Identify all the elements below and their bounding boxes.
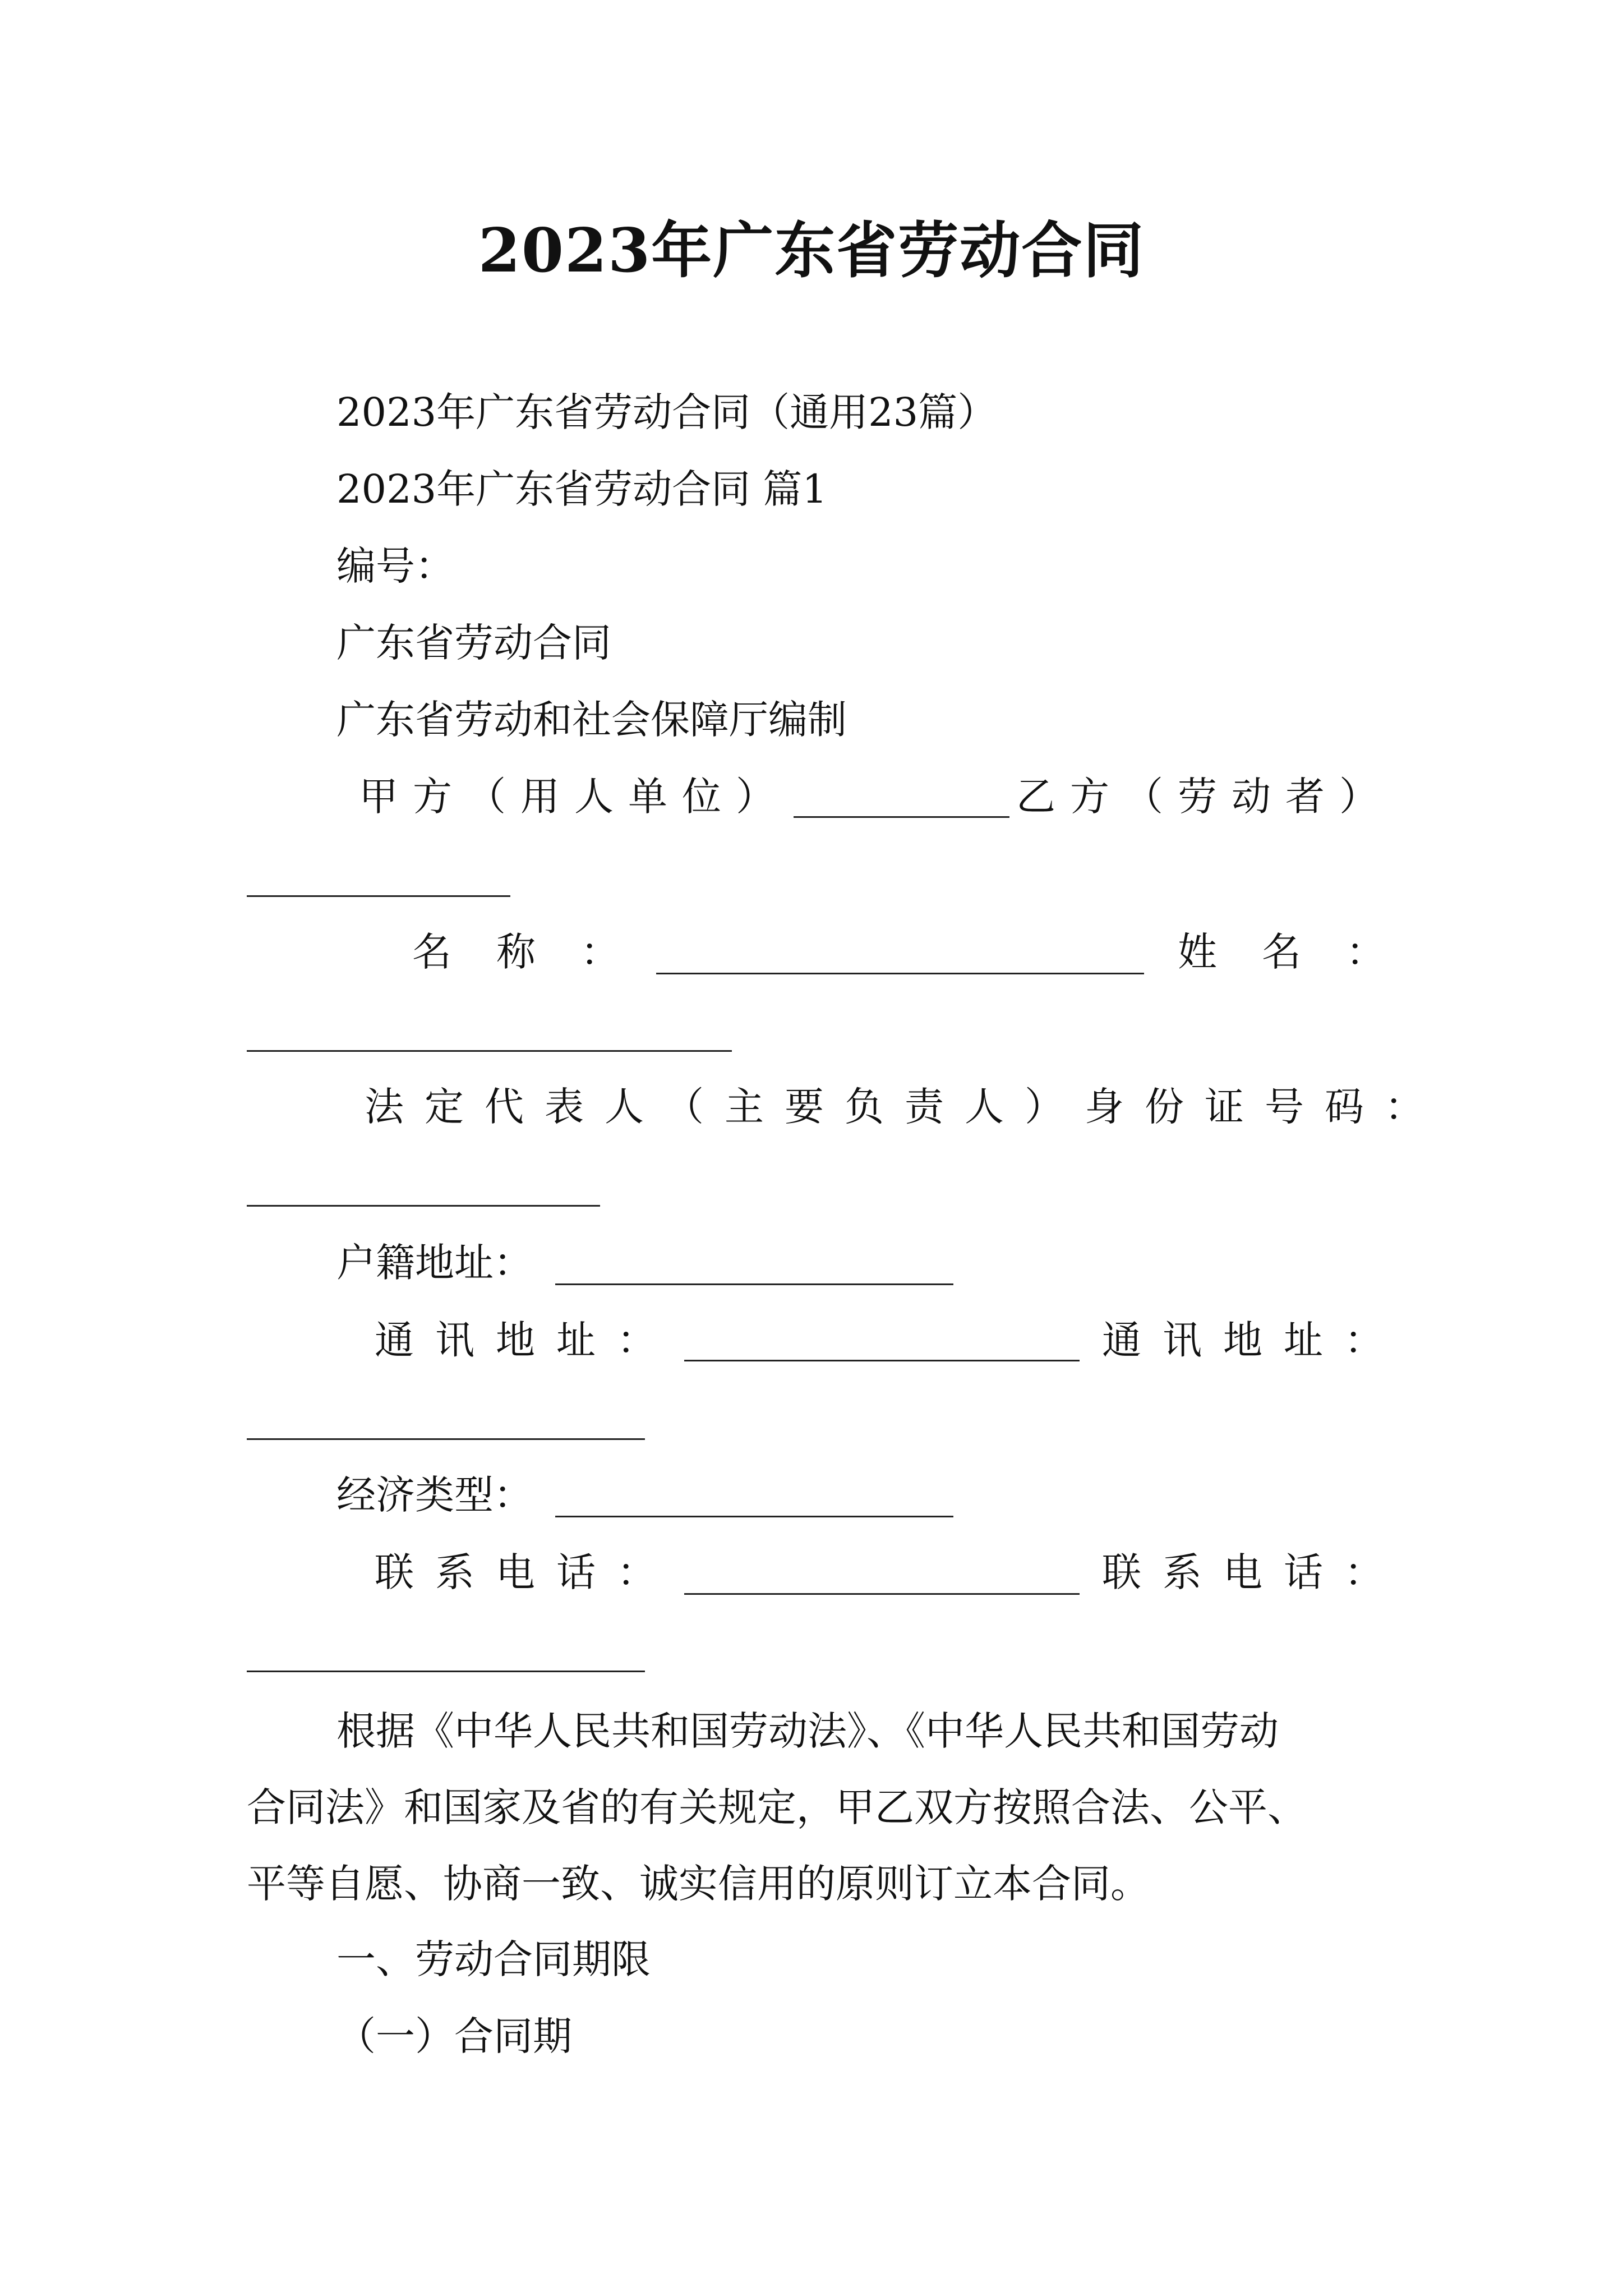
compiler-line: 广东省劳动和社会保障厅编制 [336,697,847,743]
phone-b-blank [247,1671,645,1672]
phone-a-blank [684,1593,1080,1595]
address-a-blank [684,1360,1080,1361]
party-b-blank [247,895,510,897]
contract-name: 广东省劳动合同 [336,620,611,666]
chapter-heading: 一、劳动合同期限 [336,1936,651,1982]
party-b-label: 乙方（劳动者） [1016,774,1393,820]
person-name-blank [247,1050,732,1052]
document-title: 2023年广东省劳动合同 [478,215,1145,286]
name-label: 名称： [412,929,665,975]
address-b-blank [247,1438,645,1440]
economic-type-label: 经济类型： [336,1472,533,1518]
basis-paragraph-line: 合同法》和国家及省的有关规定，甲乙双方按照合法、公平、 [247,1784,1307,1830]
household-blank [555,1283,953,1285]
legal-rep-label: 法定代表人（主要负责人）身份证号码： [365,1084,1445,1130]
economic-type-blank [555,1516,953,1517]
party-a-blank [794,816,1009,818]
address-label-b: 通讯地址： [1102,1317,1405,1363]
basis-paragraph-line: 平等自愿、协商一致、诚实信用的原则订立本合同。 [247,1861,1150,1907]
household-label: 户籍地址： [336,1240,533,1286]
phone-label-b: 联系电话： [1102,1549,1405,1595]
section-heading: 2023年广东省劳动合同 篇1 [336,466,827,512]
address-label-a: 通讯地址： [375,1317,677,1363]
person-name-label: 姓名： [1178,929,1430,975]
number-label: 编号： [336,543,454,589]
basis-paragraph-line: 根据《中华人民共和国劳动法》、《中华人民共和国劳动 [336,1708,1279,1754]
party-a-label: 甲方（用人单位） [359,774,790,820]
name-blank [656,973,1144,974]
phone-label-a: 联系电话： [375,1549,677,1595]
subtitle: 2023年广东省劳动合同（通用23篇） [336,389,997,435]
id-number-blank [247,1205,600,1207]
clause-heading: （一）合同期 [336,2013,572,2059]
